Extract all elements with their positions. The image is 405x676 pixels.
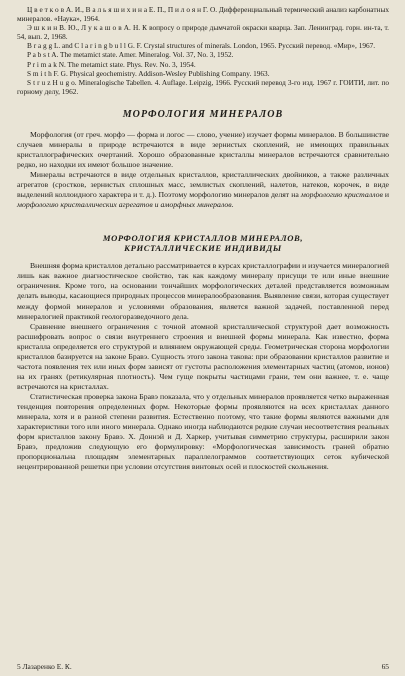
main-text (17, 261, 389, 472)
subsection-title (17, 233, 389, 253)
term-crystal-morphology: морфологию кристаллов (300, 190, 383, 200)
reference-item: S t r u z H u g o. Mineralogische Tabellen. 4. Auflage. Leipzig, 1966. Русский перевод 3-го изд. 1967 г. ГОИТИ, лит. по горному делу, 1962. (17, 77, 389, 96)
reference-list (17, 5, 389, 96)
reference-item: Э ш к и н В. Ю., Л у к а ш о в А. Н. К вопросу о природе дымчатой окраски кварца. Зап. Ленинград. горн. ин-та, т. 54, вып. 2, 1968. (17, 23, 389, 42)
intro-text-run: . (231, 200, 234, 210)
reference-item: Ц в е т к о в А. И., В а л ь я ш и х и н а Е. П., П и л о я н Г. О. Дифференциальный термический анализ карбонатных минералов. «Наука», 1964. (17, 5, 389, 24)
intro-text-run: и (382, 190, 389, 200)
intro-paragraph: Морфология (от греч. морфэ — форма и логос — слово, учение) изучает формы минералов. В большинстве случаев минералы в природе встречаются в виде зернистых скоплений, не имеющих правильных кристаллографических очертаний. Хорошо образованные кристаллы минералов встречаются сравнительно редко, но находки их имеют большое значение. (17, 129, 389, 170)
subsection-title-line: МОРФОЛОГИЯ КРИСТАЛЛОВ МИНЕРАЛОВ, (102, 233, 304, 244)
reference-item: B r a g g L. and C l a r i n g b u l l G. F. Crystal structures of minerals. London, 1965. Русский перевод. «Мир», 1967. (27, 41, 376, 51)
body-paragraph: Внешняя форма кристаллов детально рассматривается в курсах кристаллографии и изучается минералогией лишь как важное диагностическое свойство, так как каждому минералу присущи те или иные внешние ограничения. Кроме того, на основании тончайших морфологических деталей представляется возможным делать выводы, касающиеся природных процессов минералообразования. Выявление связи, которая существует между формой минералов и условиями образования, является важной задачей, поставленной перед минералогией практикой геологоразведочного дела. (17, 261, 389, 321)
intro-paragraph (17, 170, 389, 210)
reference-item: S m i t h F. G. Physical geochemistry. Addison-Wesley Publishing Company. 1963. (27, 68, 270, 78)
page-number: 65 (381, 662, 389, 671)
term-aggregate-morphology: морфологию кристаллических агрегатов и аморфных минералов (17, 200, 232, 210)
printer-signature: 5 Лазаренко Е. К. (17, 662, 72, 671)
subsection-title-line: КРИСТАЛЛИЧЕСКИЕ ИНДИВИДЫ (124, 243, 282, 254)
body-paragraph: Статистическая проверка закона Бравэ показала, что у отдельных минералов проявляется четко выраженная тенденция повторения определенных форм. Некоторые формы проявляются на всех кристаллах данного минерала, хотя и в разной степени развития. Естественно поэтому, что такие формы являются важными для характеристики того или иного минерала. Однако иногда наблюдаются редкие случаи несоответствия реальных форм кристаллов закону Бравэ. Х. Доннэй и Д. Харкер, учитывая симметрию структуры, расширили закон Бравэ, предложив следующую его формулировку: «Морфологическая зависимость граней обратно пропорциональна площадям элементарных параллелограммов соответствующих сеток кубической нецентрированной решетки при условии отсутствия винтовых осей и плоскостей скольжения. (17, 391, 389, 472)
body-paragraph: Сравнение внешнего ограничения с точной атомной кристаллической структурой дает возможность расшифровать вопрос о связи внутреннего строения и внешней формы минерала. Как известно, форма кристалла определяется его структурой и влиянием окружающей среды. Геометрическая сторона морфологии кристаллов базируется на законе Бравэ. Сущность этого закона такова: при образовании кристаллов развитие и частота появления тех или иных форм зависят от густоты расположения элементарных частиц (атомов, ионов) на их гранях (ретикулярная плотность). Чем гуще покрыты частицами грани, тем они важнее, т. е. чаще встречаются на кристаллах. (17, 321, 389, 391)
intro-text-run: Минералы встречаются в виде отдельных кристаллов, кристаллических двойников, а также различных агрегатов (сростков, зернистых сплошных масс, землистых скоплений, налетов, натеков, корочек, в виде выделений коллоидного характера и т. д.). Поэтому морфологию минералов делят на (17, 170, 389, 200)
section-title: МОРФОЛОГИЯ МИНЕРАЛОВ (122, 108, 284, 120)
reference-item: P r i m a k N. The metamict state. Phys. Rev. No. 3, 1954. (27, 59, 196, 69)
page-footer (17, 662, 389, 671)
reference-item: P a b s t A. The metamict state. Amer. Mineralog. Vol. 37, No. 3, 1952. (27, 50, 234, 60)
intro-text (17, 130, 389, 210)
